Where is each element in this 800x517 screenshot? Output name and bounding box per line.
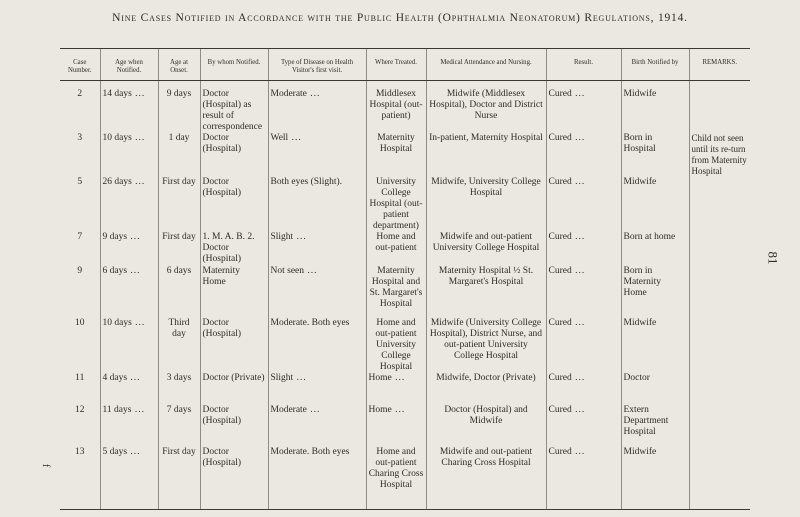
disease-type: Well ... — [268, 133, 366, 177]
where-treated: Home and out-patient University College Hospital — [366, 318, 426, 373]
medical-attendance: Maternity Hospital ½ St. Margaret's Hospital — [426, 266, 546, 318]
result: Cured ... — [549, 232, 586, 242]
age-onset: 1 day — [158, 133, 200, 177]
birth-notified: Born at home — [621, 232, 689, 266]
disease-type: Slight ... — [268, 232, 366, 266]
by-whom: Doctor (Hospital) — [200, 177, 268, 232]
remarks — [689, 373, 750, 405]
by-whom: Doctor (Hospital) — [200, 318, 268, 373]
age-onset: 6 days — [158, 266, 200, 318]
medical-attendance: Midwife and out-patient Charing Cross Hospital — [426, 447, 546, 509]
age-notified: 4 days ... — [100, 373, 158, 405]
header-remarks: REMARKS. — [689, 49, 750, 81]
age-onset: 3 days — [158, 373, 200, 405]
disease-type: Moderate ... — [268, 81, 366, 134]
header-birth-notified: Birth Notified by — [621, 49, 689, 81]
remarks — [689, 405, 750, 447]
disease-type: Moderate. Both eyes — [268, 318, 366, 373]
remarks — [689, 447, 750, 509]
case-number: 3 — [77, 133, 83, 143]
table-row — [60, 81, 750, 134]
table-row — [60, 447, 750, 509]
case-number: 11 — [75, 373, 85, 383]
header-where-treated: Where Treated. — [366, 49, 426, 81]
page-title: Nine Cases Notified in Accordance with the Public Health (Ophthalmia Neonatorum) Regulations, 1914. — [112, 12, 688, 24]
by-whom: Doctor (Private) — [200, 373, 268, 405]
header-result: Result. — [546, 49, 621, 81]
table-row — [60, 266, 750, 318]
result: Cured ... — [549, 405, 586, 415]
age-onset: 7 days — [158, 405, 200, 447]
where-treated: Home ... — [366, 373, 426, 405]
table-row — [60, 133, 750, 177]
by-whom: Maternity Home — [200, 266, 268, 318]
by-whom: Doctor (Hospital) as result of correspondence — [200, 81, 268, 134]
case-number: 10 — [75, 318, 85, 328]
result: Cured ... — [549, 266, 586, 276]
table-row — [60, 177, 750, 232]
medical-attendance: Midwife (Middlesex Hospital), Doctor and District Nurse — [426, 81, 546, 134]
disease-type: Slight ... — [268, 373, 366, 405]
remarks — [689, 177, 750, 232]
medical-attendance: In-patient, Maternity Hospital — [426, 133, 546, 177]
age-onset: First day — [158, 232, 200, 266]
remarks — [689, 266, 750, 318]
medical-attendance: Midwife and out-patient University College Hospital — [426, 232, 546, 266]
where-treated: Maternity Hospital and St. Margaret's Hospital — [366, 266, 426, 318]
birth-notified: Midwife — [621, 447, 689, 509]
age-onset: First day — [158, 177, 200, 232]
medical-attendance: Midwife, Doctor (Private) — [426, 373, 546, 405]
case-number: 12 — [75, 405, 85, 415]
where-treated: Home ... — [366, 405, 426, 447]
age-onset: Third day — [158, 318, 200, 373]
age-onset: 9 days — [158, 81, 200, 134]
header-age-onset: Age at Onset. — [158, 49, 200, 81]
table-row — [60, 405, 750, 447]
age-notified: 10 days ... — [100, 133, 158, 177]
remarks — [689, 81, 750, 134]
case-number: 5 — [77, 177, 83, 187]
age-notified: 26 days ... — [100, 177, 158, 232]
by-whom: Doctor (Hospital) — [200, 405, 268, 447]
header-type-disease: Type of Disease on Health Visitor's first visit. — [268, 49, 366, 81]
disease-type: Not seen ... — [268, 266, 366, 318]
remarks: Child not seen until its re-turn from Maternity Hospital — [689, 133, 750, 177]
age-onset: First day — [158, 447, 200, 509]
result: Cured ... — [549, 447, 586, 457]
age-notified: 5 days ... — [100, 447, 158, 509]
header-medical: Medical Attendance and Nursing. — [426, 49, 546, 81]
by-whom: Doctor (Hospital) — [200, 133, 268, 177]
birth-notified: Doctor — [621, 373, 689, 405]
remarks — [689, 232, 750, 266]
medical-attendance: Midwife (University College Hospital), District Nurse, and out-patient University College Hospital — [426, 318, 546, 373]
birth-notified: Midwife — [621, 318, 689, 373]
table-row — [60, 318, 750, 373]
table-row — [60, 232, 750, 266]
by-whom: Doctor (Hospital) — [200, 447, 268, 509]
age-notified: 11 days ... — [100, 405, 158, 447]
header-age-notified: Age when Notified. — [100, 49, 158, 81]
result: Cured ... — [549, 133, 586, 143]
where-treated: Middlesex Hospital (out-patient) — [366, 81, 426, 134]
result: Cured ... — [549, 177, 586, 187]
cases-table — [60, 48, 750, 510]
header-row — [60, 49, 750, 81]
age-notified: 14 days ... — [100, 81, 158, 134]
header-by-whom: By whom Notified. — [200, 49, 268, 81]
table-row — [60, 373, 750, 405]
birth-notified: Born in Hospital — [621, 133, 689, 177]
birth-notified: Midwife — [621, 81, 689, 134]
header-case-number: Case Number. — [60, 49, 100, 81]
age-notified: 6 days ... — [100, 266, 158, 318]
result: Cured ... — [549, 318, 586, 328]
medical-attendance: Midwife, University College Hospital — [426, 177, 546, 232]
remarks — [689, 318, 750, 373]
disease-type: Both eyes (Slight). — [268, 177, 366, 232]
birth-notified: Extern Department Hospital — [621, 405, 689, 447]
corner-mark: f — [40, 463, 52, 468]
page-number: 81 — [765, 251, 781, 265]
where-treated: University College Hospital (out-patient department) — [366, 177, 426, 232]
by-whom: 1. M. A. B. 2. Doctor (Hospital) — [200, 232, 268, 266]
case-number: 9 — [77, 266, 83, 276]
case-number: 7 — [77, 232, 83, 242]
disease-type: Moderate ... — [268, 405, 366, 447]
result: Cured ... — [549, 89, 586, 99]
where-treated: Maternity Hospital — [366, 133, 426, 177]
disease-type: Moderate. Both eyes — [268, 447, 366, 509]
age-notified: 10 days ... — [100, 318, 158, 373]
birth-notified: Born in Maternity Home — [621, 266, 689, 318]
where-treated: Home and out-patient Charing Cross Hospital — [366, 447, 426, 509]
case-number: 13 — [60, 447, 100, 509]
case-number: 2 — [77, 89, 83, 99]
where-treated: Home and out-patient — [366, 232, 426, 266]
medical-attendance: Doctor (Hospital) and Midwife — [426, 405, 546, 447]
result: Cured ... — [549, 373, 586, 383]
birth-notified: Midwife — [621, 177, 689, 232]
age-notified: 9 days ... — [100, 232, 158, 266]
